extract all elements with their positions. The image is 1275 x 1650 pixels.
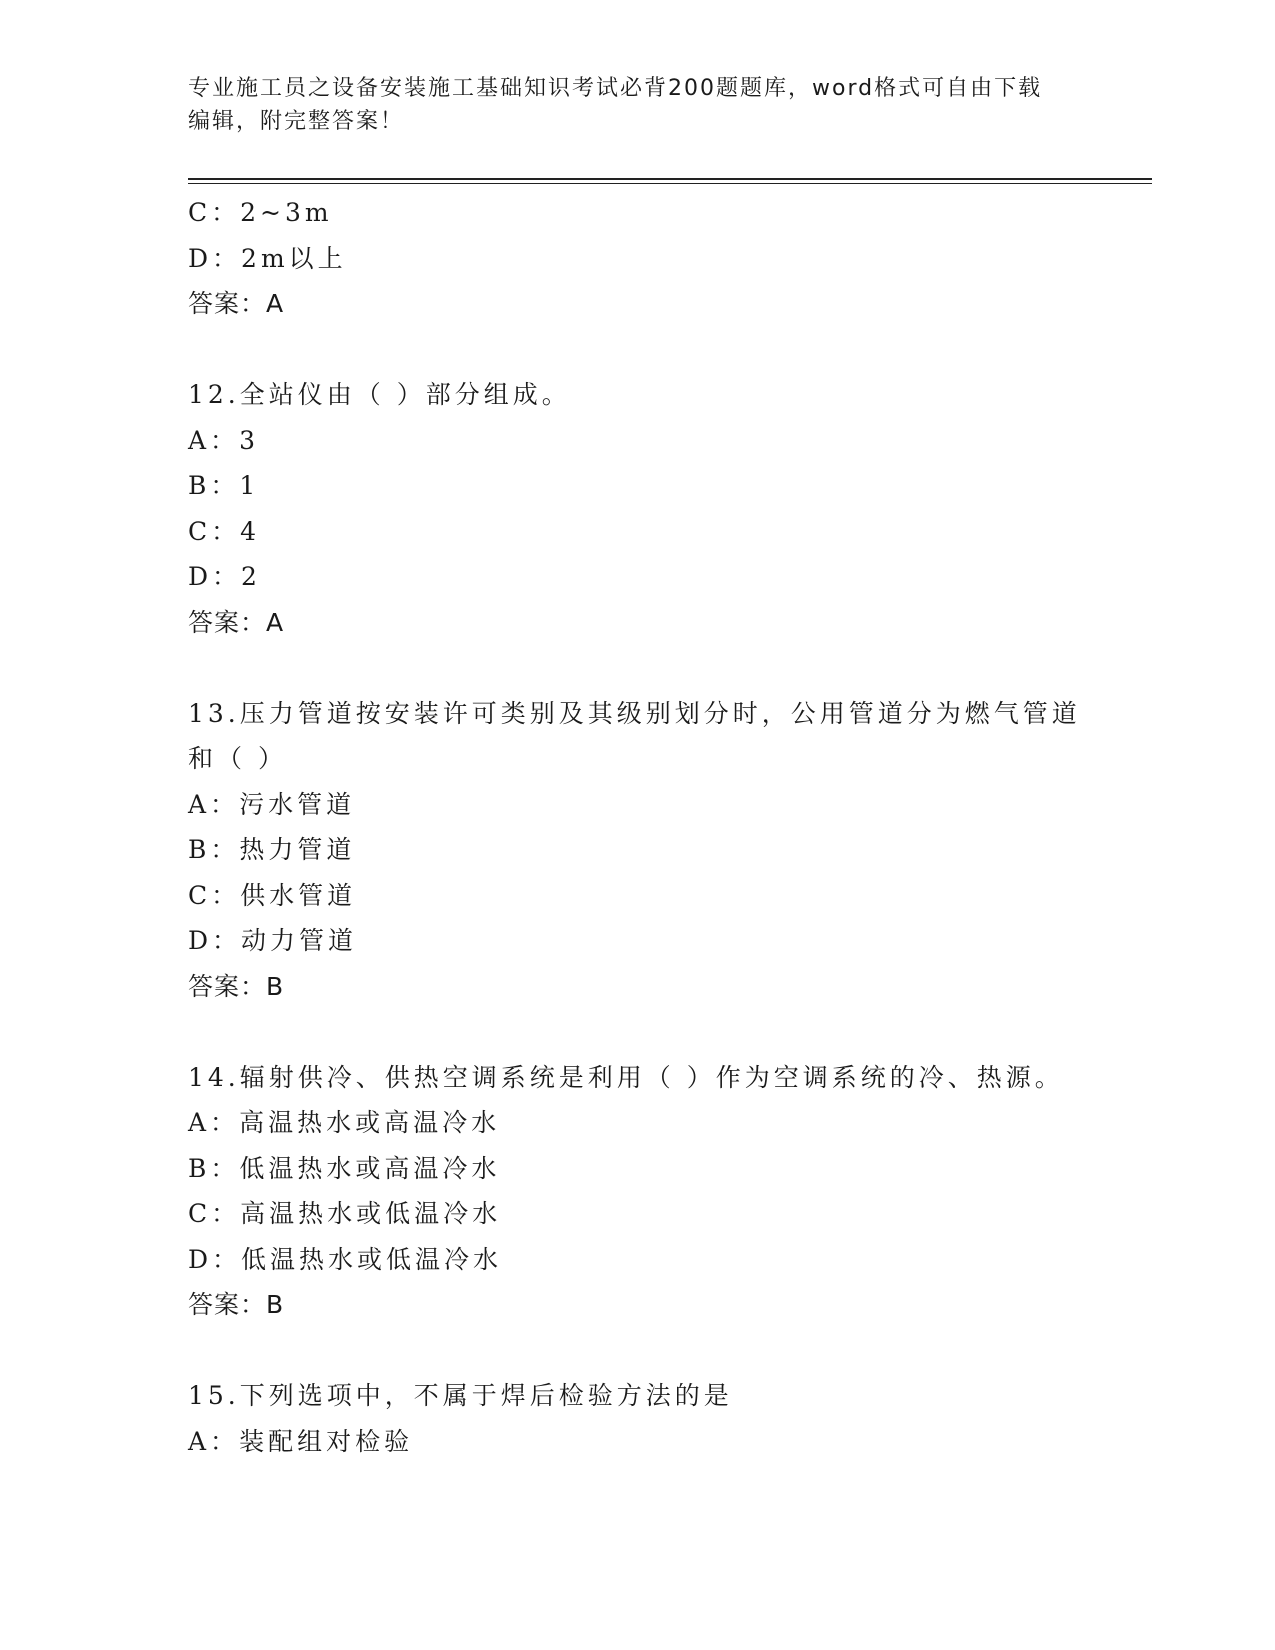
option-label: A：: [188, 425, 240, 455]
option-text: 2m以上: [241, 243, 347, 273]
question-list: [188, 190, 1088, 1464]
option-label: D：: [188, 562, 242, 591]
option-label: D：: [188, 926, 242, 955]
question-stem-line-2: 和（ ）: [188, 744, 287, 773]
answer-line: 答案：B: [188, 1290, 285, 1319]
option-label: B：: [188, 1153, 240, 1183]
option-c: [188, 190, 1088, 236]
option-text: 供水管道: [240, 880, 357, 910]
option-d: [188, 554, 1088, 600]
option-text: 2~3m: [240, 198, 333, 227]
option-label: C：: [188, 1199, 241, 1228]
answer-line: 答案：B: [188, 971, 285, 1001]
question-stem: 15.下列选项中，不属于焊后检验方法的是: [188, 1381, 733, 1410]
option-text: 装配组对检验: [239, 1426, 414, 1456]
answer-line: 答案：A: [188, 607, 285, 637]
question-stem: 14.辐射供冷、供热空调系统是利用（ ）作为空调系统的冷、热源。: [188, 1062, 1064, 1092]
option-text: 热力管道: [239, 835, 356, 864]
spacer: [188, 1328, 1088, 1374]
option-c: [188, 509, 1088, 555]
option-text: 低温热水或高温冷水: [239, 1153, 501, 1183]
question-stem-line-1: 13.压力管道按安装许可类别及其级别划分时，公用管道分为燃气管道: [188, 698, 1081, 728]
option-label: C：: [188, 516, 241, 546]
option-text: 高温热水或高温冷水: [239, 1108, 501, 1137]
option-label: B：: [188, 471, 240, 500]
option-label: A：: [188, 789, 240, 819]
option-d: [188, 918, 1088, 964]
option-label: A：: [188, 1426, 240, 1456]
option-a: [188, 1419, 1088, 1465]
option-text: 动力管道: [241, 926, 358, 955]
option-d: [188, 1237, 1088, 1283]
option-b: [188, 1146, 1088, 1192]
option-text: 4: [240, 516, 261, 546]
header-title-line-2: 编辑，附完整答案！: [188, 109, 405, 134]
header-divider-thick: [188, 178, 1152, 180]
option-text: 污水管道: [239, 789, 356, 819]
document-header: [188, 72, 1088, 138]
option-label: C：: [188, 880, 241, 910]
option-text: 高温热水或低温冷水: [240, 1199, 502, 1228]
option-c: [188, 1191, 1088, 1237]
spacer: [188, 645, 1088, 691]
header-title-line-1: 专业施工员之设备安装施工基础知识考试必背200题题库，word格式可自由下载: [188, 76, 1043, 101]
option-c: [188, 873, 1088, 919]
spacer: [188, 327, 1088, 373]
header-divider-thin: [188, 183, 1152, 184]
option-b: [188, 827, 1088, 873]
spacer: [188, 1009, 1088, 1055]
option-text: 1: [239, 471, 260, 500]
option-text: 3: [239, 425, 259, 455]
answer-line: 答案：A: [188, 289, 285, 318]
option-a: [188, 1100, 1088, 1146]
option-a: [188, 782, 1088, 828]
option-text: 2: [241, 562, 261, 591]
question-stem: 12.全站仪由（ ）部分组成。: [188, 380, 571, 409]
option-label: B：: [188, 835, 240, 864]
option-b: [188, 463, 1088, 509]
option-label: C：: [188, 198, 241, 227]
option-label: D：: [188, 1244, 242, 1274]
option-label: D：: [188, 243, 242, 273]
option-a: [188, 418, 1088, 464]
option-d: [188, 236, 1088, 282]
option-text: 低温热水或低温冷水: [241, 1244, 503, 1274]
option-label: A：: [188, 1108, 240, 1137]
